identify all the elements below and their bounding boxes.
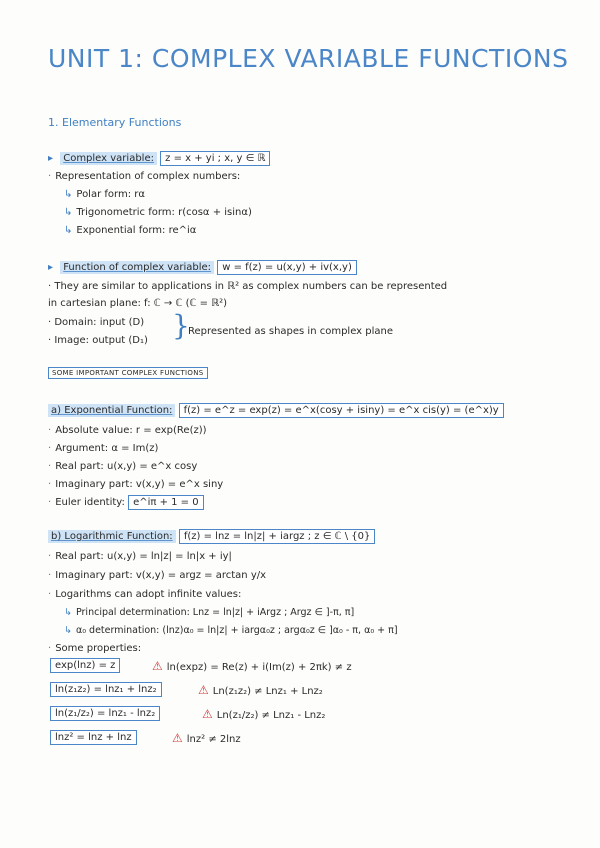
warning-triangle-icon: ⚠: [198, 683, 209, 697]
arrow-right-icon: ↳: [64, 207, 73, 218]
arrow-right-icon: ↳: [64, 225, 73, 236]
expo-abs-text: [48, 424, 207, 438]
euler-row: [48, 496, 204, 510]
arrow-right-icon: ↳: [64, 189, 73, 200]
expo-function-def: f(z) = e^z = exp(z) = e^x(cosy + isiny) = e^x cis(y) = (e^x)y: [179, 403, 504, 418]
function-cv-line1: · They are similar to applications in ℝ² as complex numbers can be represented: [48, 281, 448, 292]
property-2-warning: [198, 683, 323, 699]
warning-triangle-icon: ⚠: [202, 707, 213, 721]
expo-imag-value: Imaginary part: v(x,y) = e^x siny: [55, 479, 224, 490]
expo-arg-text: [48, 442, 158, 456]
euler-label: Euler identity:: [55, 497, 125, 508]
bullet-icon: ·: [48, 171, 52, 182]
arrow-right-icon: ↳: [64, 625, 72, 636]
warning-triangle-icon: ⚠: [152, 659, 163, 673]
property-4-warning: [172, 731, 241, 747]
function-cv-line2: in cartesian plane: f: ℂ → ℂ (ℂ = ℝ²): [48, 298, 228, 309]
property-3-box: ln(z₁/z₂) = lnz₁ - lnz₂: [50, 706, 160, 721]
property-3-warning-text: Ln(z₁/z₂) ≠ Lnz₁ - Lnz₂: [216, 710, 326, 721]
brace-note: Represented as shapes in complex plane: [188, 326, 394, 337]
complex-variable-label: Complex variable:: [60, 152, 157, 165]
property-3: [50, 707, 160, 721]
property-4-warning-text: lnz² ≠ 2lnz: [186, 734, 241, 745]
bullet-icon: ·: [48, 461, 52, 472]
expo-arg-value: Argument: α = Im(z): [55, 443, 159, 454]
expo-function-label: a) Exponential Function:: [48, 404, 175, 417]
expo-imag-text: [48, 478, 223, 492]
log-imag-value: Imaginary part: v(x,y) = argz = arctan y/x: [55, 570, 267, 581]
property-2-box: ln(z₁z₂) = lnz₁ + lnz₂: [50, 682, 162, 697]
log-function-row: [48, 530, 375, 544]
property-1-warning-text: ln(expz) = Re(z) + i(Im(z) + 2πk) ≠ z: [166, 662, 352, 673]
euler-identity: e^iπ + 1 = 0: [128, 495, 204, 510]
bullet-icon: ·: [48, 551, 52, 562]
bullet-icon: ·: [48, 479, 52, 490]
arrow-right-icon: ↳: [64, 607, 72, 618]
alpha-row: [64, 624, 398, 638]
domain-text: · Domain: input (D): [48, 317, 145, 328]
property-1: [50, 659, 120, 673]
representation-heading-text: Representation of complex numbers:: [55, 171, 241, 182]
bullet-icon: ·: [48, 570, 52, 581]
section-tag: SOME IMPORTANT COMPLEX FUNCTIONS: [48, 367, 208, 379]
function-cv-def: w = f(z) = u(x,y) + iv(x,y): [217, 260, 357, 275]
expo-real-value: Real part: u(x,y) = e^x cosy: [55, 461, 198, 472]
property-4: [50, 731, 137, 745]
polar-form-text: Polar form: rα: [76, 189, 145, 200]
bullet-icon: ·: [48, 497, 52, 508]
page-title: UNIT 1: COMPLEX VARIABLE FUNCTIONS: [48, 44, 569, 73]
alpha-text: α₀ determination: (lnz)α₀ = ln|z| + iargα₀z ; argα₀z ∈ ]α₀ - π, α₀ + π]: [75, 625, 398, 636]
complex-variable-row: [48, 152, 270, 166]
trig-form-row: [64, 206, 252, 220]
brace-icon: }: [172, 309, 190, 342]
expo-abs-value: Absolute value: r = exp(Re(z)): [55, 425, 207, 436]
expo-function-row: [48, 404, 504, 418]
trig-form-text: Trigonometric form: r(cosα + isinα): [76, 207, 252, 218]
log-imag-text: [48, 569, 266, 583]
props-heading-text: Some properties:: [55, 643, 142, 654]
image-text: · Image: output (D₁): [48, 335, 148, 346]
log-inf-value: Logarithms can adopt infinite values:: [55, 589, 242, 600]
section-heading-elementary: 1. Elementary Functions: [48, 116, 182, 129]
bullet-icon: ·: [48, 589, 52, 600]
property-3-warning: [202, 707, 325, 723]
bullet-icon: ▸: [48, 153, 54, 164]
expo-real-text: [48, 460, 197, 474]
bullet-icon: ▸: [48, 262, 54, 273]
log-function-def: f(z) = lnz = ln|z| + iargz ; z ∈ ℂ \ {0}: [179, 529, 376, 544]
bullet-icon: ·: [48, 425, 52, 436]
function-cv-row: [48, 261, 357, 275]
principal-text: Principal determination: Lnz = ln|z| + iArgz ; Argz ∈ ]-π, π]: [75, 607, 355, 618]
complex-variable-def: z = x + yi ; x, y ∈ ℝ: [160, 151, 270, 166]
expo-form-text: Exponential form: re^iα: [76, 225, 197, 236]
polar-form-row: [64, 188, 145, 202]
bullet-icon: ·: [48, 443, 52, 454]
function-cv-label: Function of complex variable:: [60, 261, 214, 274]
props-heading: [48, 642, 141, 656]
log-function-label: b) Logarithmic Function:: [48, 530, 176, 543]
property-2-warning-text: Ln(z₁z₂) ≠ Lnz₁ + Lnz₂: [212, 686, 323, 697]
log-real-text: [48, 550, 232, 564]
property-1-warning: [152, 659, 352, 675]
log-inf-text: [48, 588, 241, 602]
warning-triangle-icon: ⚠: [172, 731, 183, 745]
bullet-icon: ·: [48, 643, 52, 654]
expo-form-row: [64, 224, 196, 238]
representation-heading: [48, 170, 240, 184]
property-4-box: lnz² = lnz + lnz: [50, 730, 137, 745]
principal-row: [64, 606, 354, 620]
property-1-box: exp(lnz) = z: [50, 658, 120, 673]
log-real-value: Real part: u(x,y) = ln|z| = ln|x + iy|: [55, 551, 232, 562]
property-2: [50, 683, 162, 697]
